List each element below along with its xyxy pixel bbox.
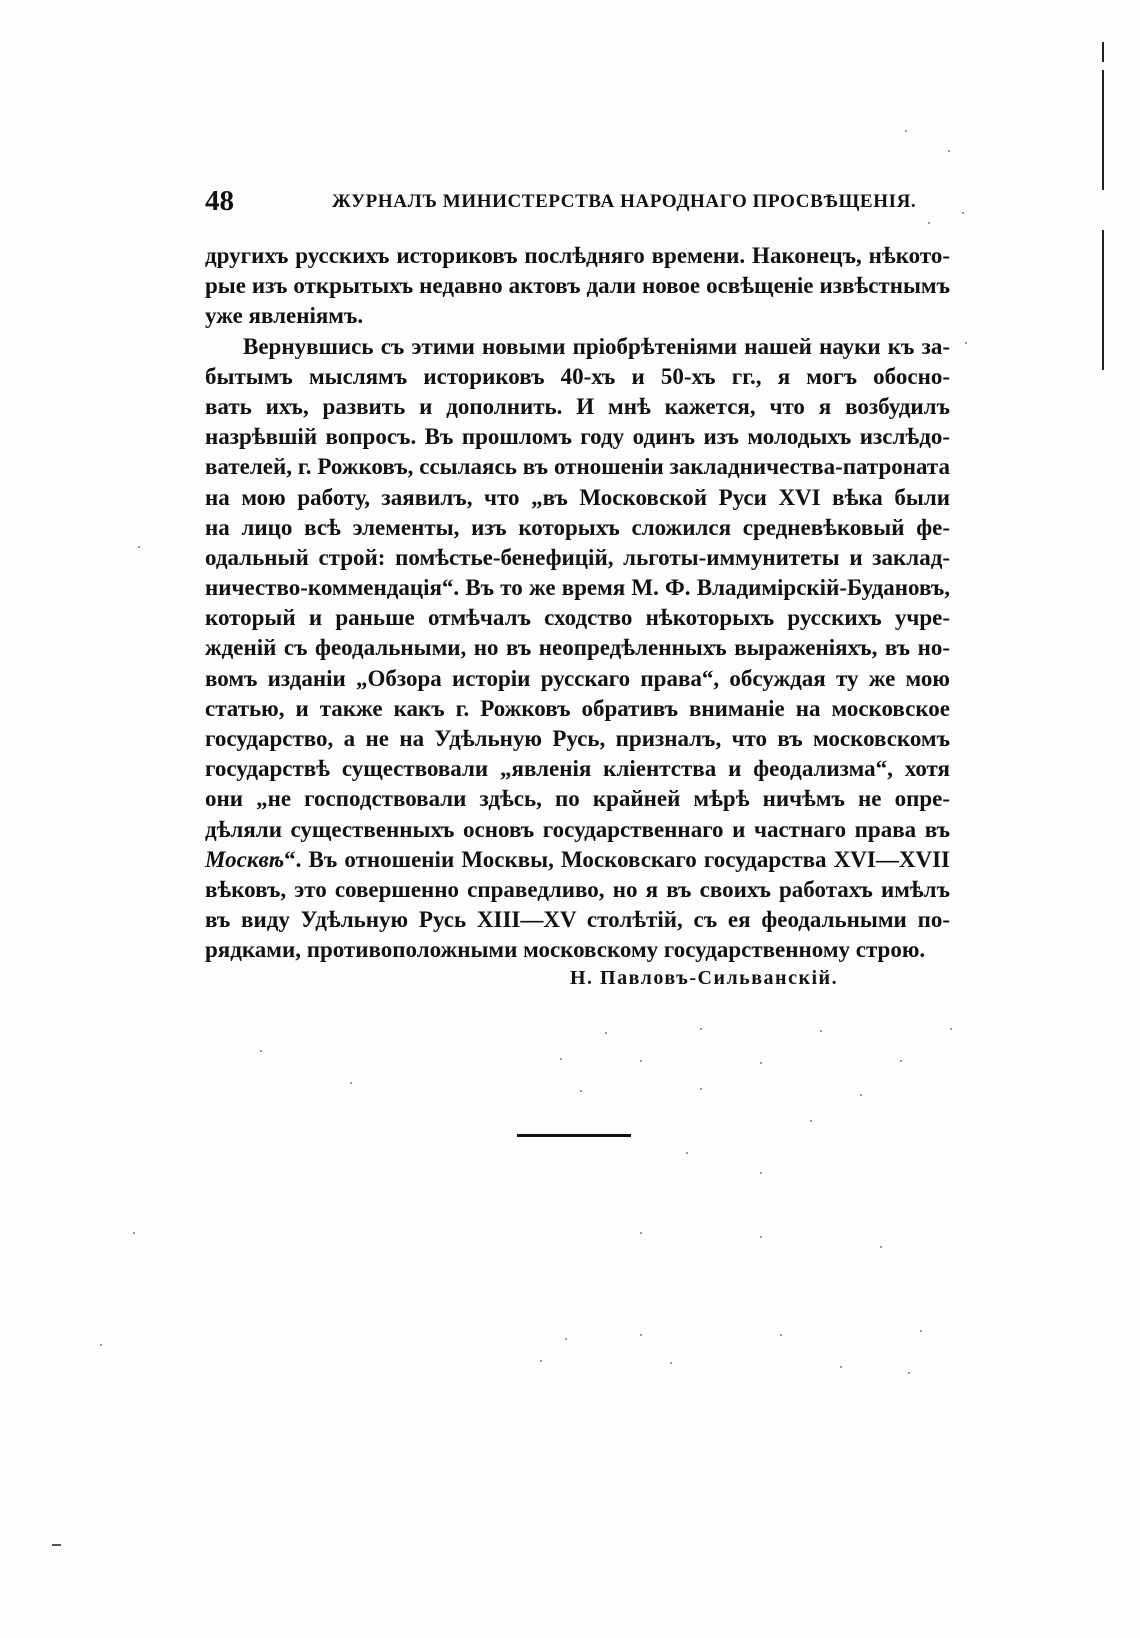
- running-head: ЖУРНАЛЪ МИНИСТЕРСТВА НАРОДНАГО ПРОСВѢЩЕНІЯ.: [332, 191, 917, 212]
- scan-edge-mark: [52, 1544, 61, 1546]
- section-rule: [517, 1134, 631, 1137]
- text-line: ничество-коммендація“. Въ то же время М. Ф. Владимірскій-Будановъ,: [205, 575, 950, 601]
- text-line: на лицо всѣ элементы, изъ которыхъ сложился средневѣковый фе-: [205, 514, 950, 540]
- text-line: другихъ русскихъ историковъ послѣдняго времени. Наконецъ, нѣкото-: [205, 243, 950, 268]
- body-text: [205, 241, 950, 966]
- scan-edge-line: [1102, 230, 1104, 370]
- text-line: государствѣ существовали „явленія кліентства и феодализма“, хотя: [205, 756, 950, 782]
- text-line: Москвѣ“. Въ отношеніи Москвы, Московскаго государства XVI—XVII: [205, 846, 950, 872]
- text-line: одальный строй: помѣстье-бенефицій, льготы-иммунитеты и заклад-: [205, 544, 950, 570]
- page-header: [205, 184, 950, 218]
- text-line: вать ихъ, развить и дополнить. И мнѣ кажется, что я возбудилъ: [205, 393, 950, 419]
- text-line: на мою работу, заявилъ, что „въ Московской Руси XVI вѣка были: [205, 484, 950, 510]
- text-line: жденій съ феодальными, но въ неопредѣленныхъ выраженіяхъ, въ но-: [205, 635, 950, 661]
- author-signature: Н. Павловъ-Сильванскій.: [570, 967, 839, 989]
- text-line: бытымъ мыслямъ историковъ 40-хъ и 50-хъ гг., я могъ обосно-: [205, 363, 950, 389]
- text-line: дѣляли существенныхъ основъ государственнаго и частнаго права въ: [205, 816, 950, 842]
- scan-edge-line: [1102, 42, 1104, 62]
- text-line: рядками, противоположными московскому государственному строю.: [205, 937, 926, 963]
- text-line: уже явленіямъ.: [205, 303, 364, 329]
- text-line: вѣковъ, это совершенно справедливо, но я въ своихъ работахъ имѣлъ: [205, 876, 950, 902]
- text-line: государство, а не на Удѣльную Русь, призналъ, что въ московскомъ: [205, 726, 950, 751]
- text-line: они „не господствовали здѣсь, по крайней мѣрѣ ничѣмъ не опре-: [205, 786, 950, 812]
- scan-edge-line: [1102, 70, 1104, 190]
- text-line: который и раньше отмѣчалъ сходство нѣкоторыхъ русскихъ учре-: [205, 605, 950, 631]
- text-line: вателей, г. Рожковъ, ссылаясь въ отношеніи закладничества-патроната: [205, 454, 950, 480]
- text-line: Вернувшись съ этими новыми пріобрѣтеніями нашей науки къ за-: [243, 333, 950, 359]
- text-line: рые изъ открытыхъ недавно актовъ дали новое освѣщеніе извѣстнымъ: [205, 273, 950, 299]
- text-line: назрѣвшій вопросъ. Въ прошломъ году одинъ изъ молодыхъ изслѣдо-: [205, 424, 950, 450]
- text-line: въ виду Удѣльную Русь XIII—XV столѣтій, съ ея феодальными по-: [205, 907, 950, 933]
- page-number: 48: [205, 185, 234, 217]
- text-line: вомъ изданіи „Обзора исторіи русскаго права“, обсуждая ту же мою: [205, 665, 950, 691]
- italic-word: Москвѣ: [205, 846, 285, 872]
- text-line: статью, и также какъ г. Рожковъ обративъ вниманіе на московское: [205, 695, 950, 721]
